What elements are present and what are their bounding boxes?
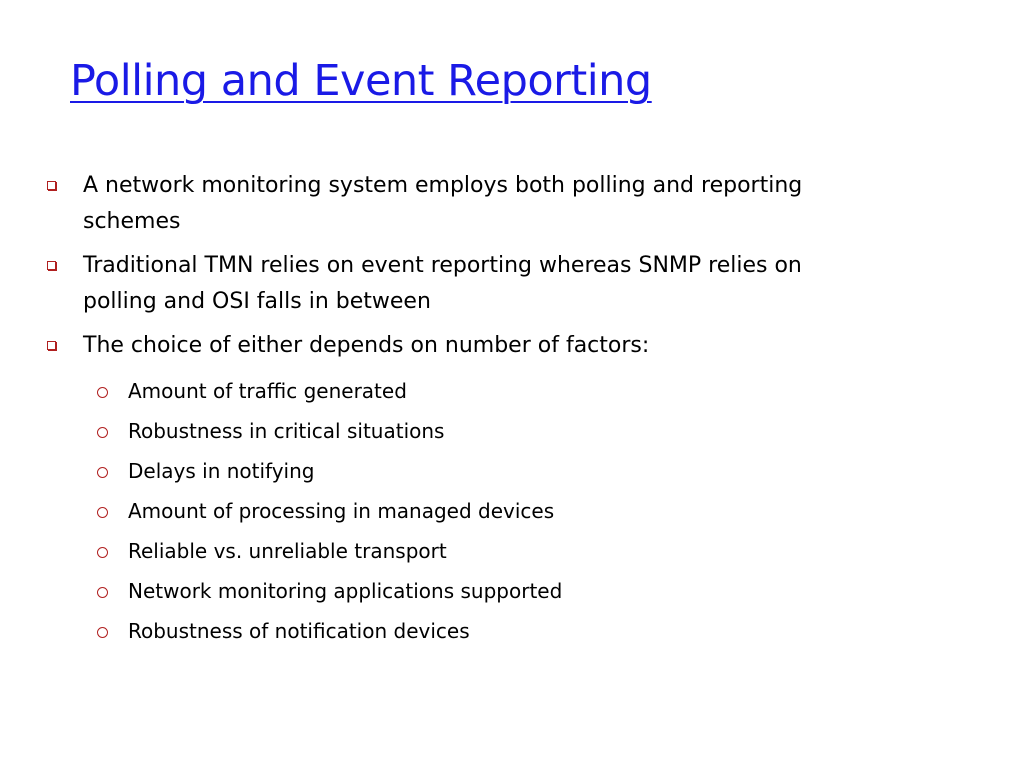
sub-bullet-item (0, 616, 1024, 646)
circle-bullet-icon (97, 387, 108, 398)
sub-bullet-item (0, 496, 1024, 526)
sub-bullet-text: Network monitoring applications supported (128, 579, 563, 603)
sub-bullet-text: Robustness in critical situations (128, 419, 445, 443)
bullet-text: Traditional TMN relies on event reporting whereas SNMP relies on polling and OSI falls in between (83, 253, 802, 314)
sub-bullet-list (0, 376, 1024, 656)
circle-bullet-icon (97, 507, 108, 518)
circle-bullet-icon (97, 547, 108, 558)
square-bullet-icon (47, 181, 56, 190)
slide-title: Polling and Event Reporting (70, 56, 652, 106)
bullet-item (0, 248, 863, 320)
bullet-text: A network monitoring system employs both polling and reporting schemes (83, 173, 803, 234)
sub-bullet-text: Reliable vs. unreliable transport (128, 539, 447, 563)
circle-bullet-icon (97, 627, 108, 638)
sub-bullet-text: Amount of processing in managed devices (128, 499, 555, 523)
sub-bullet-item (0, 536, 1024, 566)
circle-bullet-icon (97, 467, 108, 478)
sub-bullet-text: Amount of traffic generated (128, 379, 407, 403)
sub-bullet-item (0, 576, 1024, 606)
square-bullet-icon (47, 341, 56, 350)
sub-bullet-text: Robustness of notification devices (128, 619, 470, 643)
bullet-list (0, 168, 1024, 372)
circle-bullet-icon (97, 427, 108, 438)
bullet-item (0, 328, 863, 364)
circle-bullet-icon (97, 587, 108, 598)
sub-bullet-text: Delays in notifying (128, 459, 315, 483)
sub-bullet-item (0, 416, 1024, 446)
sub-bullet-item (0, 376, 1024, 406)
bullet-item (0, 168, 863, 240)
square-bullet-icon (47, 261, 56, 270)
bullet-text: The choice of either depends on number of factors: (83, 333, 650, 358)
sub-bullet-item (0, 456, 1024, 486)
